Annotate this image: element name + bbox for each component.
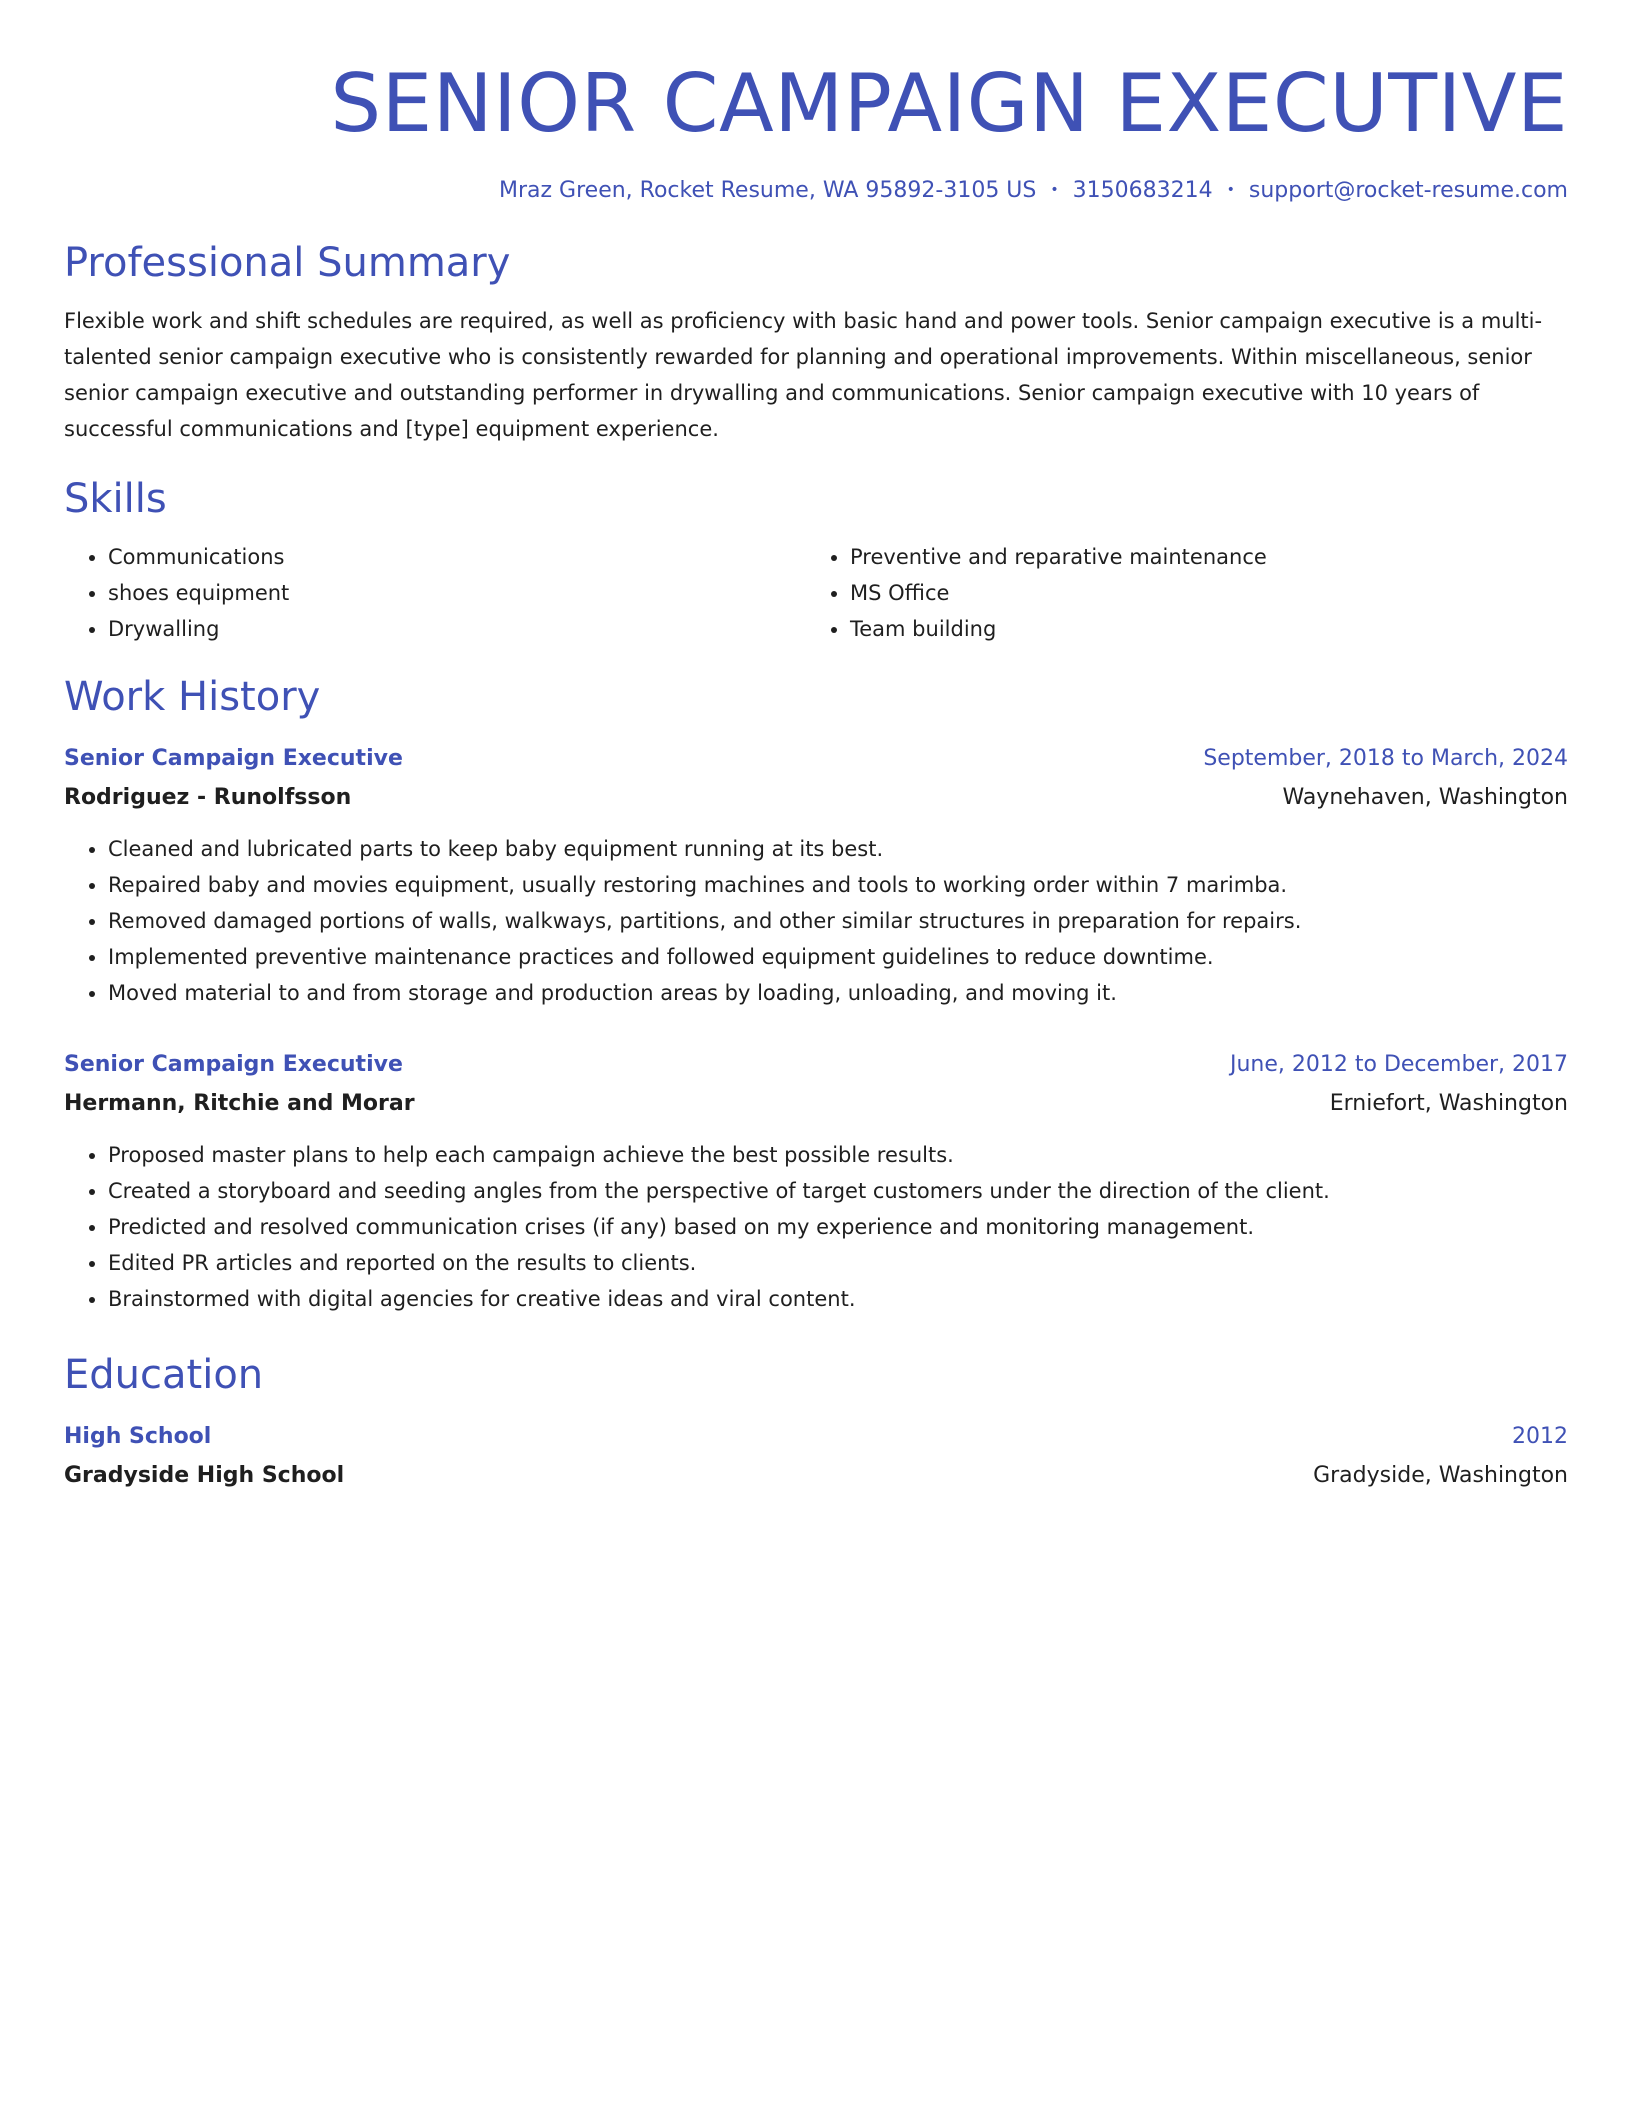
- job-bullet: • Removed damaged portions of walls, walkways, partitions, and other similar structures in preparation for repairs.: [108, 903, 1568, 939]
- resume-header: [64, 56, 1568, 205]
- job-dates: September, 2018 to March, 2024: [1203, 746, 1568, 771]
- skill-item: • MS Office: [850, 575, 1548, 611]
- job-company: Hermann, Ritchie and Morar: [64, 1091, 415, 1116]
- job-location: Waynehaven, Washington: [1282, 785, 1568, 810]
- education-section: [64, 1351, 1568, 1495]
- job-bullets: [64, 1137, 1568, 1317]
- education-school-row: [64, 1457, 1568, 1495]
- job-company: Rodriguez - Runolfsson: [64, 785, 352, 810]
- professional-summary-section: [64, 239, 1568, 447]
- contact-phone: 3150683214: [1072, 178, 1213, 203]
- education-school: Gradyside High School: [64, 1463, 345, 1488]
- bullet-separator: •: [1226, 182, 1235, 198]
- skill-item: • Communications: [108, 539, 806, 575]
- job-dates: June, 2012 to December, 2017: [1229, 1052, 1568, 1077]
- job-bullet: • Cleaned and lubricated parts to keep baby equipment running at its best.: [108, 831, 1568, 867]
- job-entry: [64, 739, 1568, 1011]
- education-year: 2012: [1512, 1424, 1568, 1449]
- bullet-separator: •: [1050, 182, 1059, 198]
- job-bullet: • Edited PR articles and reported on the results to clients.: [108, 1245, 1568, 1281]
- job-company-row: [64, 779, 1568, 817]
- resume-page: [64, 0, 1568, 1495]
- job-bullet: • Brainstormed with digital agencies for creative ideas and viral content.: [108, 1281, 1568, 1317]
- job-location: Erniefort, Washington: [1329, 1091, 1568, 1116]
- skills-section: [64, 475, 1568, 647]
- contact-email: support@rocket-resume.com: [1248, 178, 1568, 203]
- education-header-row: [64, 1417, 1568, 1457]
- candidate-name: SENIOR CAMPAIGN EXECUTIVE: [330, 57, 1568, 150]
- job-entry: [64, 1045, 1568, 1317]
- skill-item: • shoes equipment: [108, 575, 806, 611]
- contact-address: Mraz Green, Rocket Resume, WA 95892-3105 US: [499, 178, 1037, 203]
- section-title-summary: Professional Summary: [64, 240, 511, 286]
- section-title-education: Education: [64, 1352, 264, 1398]
- skills-column-left: [64, 539, 806, 647]
- education-location: Gradyside, Washington: [1313, 1463, 1568, 1488]
- section-title-work: Work History: [64, 674, 321, 720]
- job-header-row: [64, 1045, 1568, 1085]
- skill-item: • Drywalling: [108, 611, 806, 647]
- skill-item: • Team building: [850, 611, 1548, 647]
- job-bullet: • Moved material to and from storage and production areas by loading, unloading, and moving it.: [108, 975, 1568, 1011]
- education-degree: High School: [64, 1424, 212, 1449]
- job-title: Senior Campaign Executive: [64, 746, 403, 771]
- job-title: Senior Campaign Executive: [64, 1052, 403, 1077]
- job-bullets: [64, 831, 1568, 1011]
- job-bullet: • Repaired baby and movies equipment, usually restoring machines and tools to working order within 7 marimba.: [108, 867, 1568, 903]
- skills-column-right: [806, 539, 1548, 647]
- job-company-row: [64, 1085, 1568, 1123]
- summary-text: Flexible work and shift schedules are required, as well as proficiency with basic hand and power tools. Senior campaign executive is a multi-talented senior campaign executive who is consistently rewarded for planning and operational improvements. Within miscellaneous, senior senior campaign executive and outstanding performer in drywalling and communications. Senior campaign executive with 10 years of successful communications and [type] equipment experience.: [64, 309, 1543, 441]
- skills-grid: [64, 539, 1568, 647]
- job-header-row: [64, 739, 1568, 779]
- section-title-skills: Skills: [64, 476, 167, 522]
- job-bullet: • Implemented preventive maintenance practices and followed equipment guidelines to reduce downtime.: [108, 939, 1568, 975]
- contact-line: [64, 176, 1568, 205]
- job-bullet: • Created a storyboard and seeding angles from the perspective of target customers under the direction of the client.: [108, 1173, 1568, 1209]
- job-bullet: • Proposed master plans to help each campaign achieve the best possible results.: [108, 1137, 1568, 1173]
- education-entry: [64, 1417, 1568, 1495]
- skill-item: • Preventive and reparative maintenance: [850, 539, 1548, 575]
- job-bullet: • Predicted and resolved communication crises (if any) based on my experience and monitoring management.: [108, 1209, 1568, 1245]
- work-history-section: [64, 673, 1568, 1317]
